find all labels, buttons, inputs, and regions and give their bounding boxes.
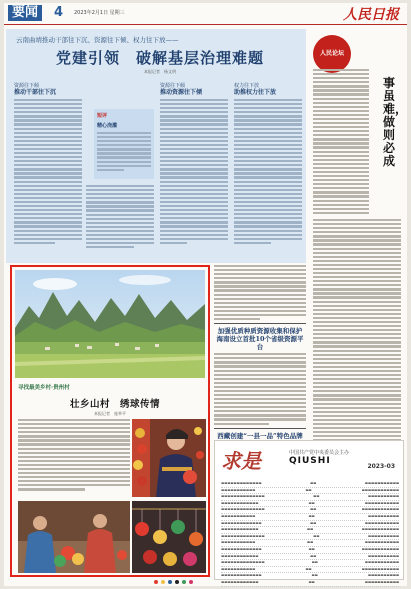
column-subhead: 助推权力往下放	[234, 89, 277, 96]
feature-byline: 本报记者 庞革平	[94, 411, 126, 416]
page-footer	[4, 578, 407, 586]
page-number: 4	[54, 5, 64, 20]
page-header	[4, 3, 407, 25]
qiushi-logo: 求是	[221, 449, 261, 473]
body-text-lines	[14, 99, 82, 244]
series-tag: 寻找最美乡村·贵州村	[18, 385, 70, 391]
top-feature-kicker: 云南曲靖推动干部往下沉、资源往下倾、权力往下放——	[16, 36, 179, 44]
ad-english-name: QIUSHI	[289, 456, 331, 466]
embroidered-balls-photo[interactable]	[132, 501, 206, 573]
mid-article[interactable]	[214, 265, 309, 440]
contents-list: ▬▬▬▬▬▬▬▬▬▬▬▬▬ ▬▬ ▬▬▬▬▬▬▬▬▬▬▬ ▬▬▬▬▬▬▬▬▬▬▬ ▬▬ ▬▬▬▬▬▬▬▬▬▬▬▬ ▬▬▬▬▬▬▬▬▬▬▬▬▬▬ ▬▬ ▬▬▬▬▬▬▬▬▬▬ ▬▬▬▬▬▬▬▬▬▬▬▬ ▬▬ ▬▬▬▬▬▬▬▬▬▬▬ ▬▬▬▬▬▬▬▬▬▬▬▬▬▬ ▬▬ ▬▬▬▬▬▬▬▬▬▬▬▬ ▬▬▬▬▬▬▬▬▬▬▬ ▬▬ ▬▬▬▬▬▬▬▬▬▬ ▬▬▬▬▬▬▬▬▬▬▬▬▬ ▬▬ ▬▬▬▬▬▬▬▬▬▬▬ ▬▬▬▬▬▬▬▬▬▬▬▬ ▬▬ ▬▬▬▬▬▬▬▬▬▬▬▬ ▬▬▬▬▬▬▬▬▬▬▬▬▬▬ ▬▬ ▬▬▬▬▬▬▬▬▬▬ ▬▬▬▬▬▬▬▬▬▬▬ ▬▬ ▬▬▬▬▬▬▬▬▬▬▬ ▬▬▬▬▬▬▬▬▬▬▬▬▬ ▬▬ ▬▬▬▬▬▬▬▬▬▬▬▬ ▬▬▬▬▬▬▬▬▬▬▬▬ ▬▬ ▬▬▬▬▬▬▬▬▬▬ ▬▬▬▬▬▬▬▬▬▬▬▬▬▬ ▬▬ ▬▬▬▬▬▬▬▬▬▬▬ ▬▬▬▬▬▬▬▬▬▬▬ ▬▬ ▬▬▬▬▬▬▬▬▬▬▬▬ ▬▬▬▬▬▬▬▬▬▬▬▬▬ ▬▬ ▬▬▬▬▬▬▬▬▬▬ ▬▬▬▬▬▬▬▬▬▬▬▬ ▬▬ ▬▬▬▬▬▬▬▬▬▬▬	[221, 481, 399, 587]
column-label: 权力往下放	[234, 83, 260, 89]
ad-issue-number: 2023-03	[367, 463, 395, 470]
qiushi-advertisement[interactable]	[214, 440, 404, 584]
text-column	[86, 185, 154, 250]
article-text	[214, 353, 306, 425]
mid-article-headline: 加强优质种质资源收集和保护 海南设立首批10个省级资源平台	[216, 327, 309, 352]
callout-title: 精心浇灌	[97, 123, 118, 129]
highlighted-feature-article[interactable]	[10, 265, 210, 577]
column-logo: 人民论坛	[313, 35, 351, 73]
callout-box	[94, 109, 154, 179]
embroidery-woman-photo[interactable]	[132, 419, 206, 497]
color-registration-marks	[154, 580, 193, 584]
top-feature-byline: 本报记者 杨文明	[144, 69, 176, 74]
feature-text	[18, 419, 130, 492]
callout-text	[97, 132, 151, 171]
text-column	[14, 83, 82, 246]
masthead-logo: 人民日报	[343, 7, 399, 23]
section-label: 要闻	[8, 5, 42, 21]
column-label: 资源往下倾	[14, 83, 40, 89]
top-feature-article[interactable]	[6, 29, 306, 263]
issue-date: 2023年2月1日 星期三	[74, 10, 125, 16]
text-column	[160, 83, 228, 246]
column-subhead: 推动资源往下倾	[160, 89, 203, 96]
ad-subtitle: 中国共产党中央委员会主办	[289, 450, 350, 456]
body-text-lines	[234, 99, 302, 244]
craft-workers-photo[interactable]	[18, 501, 130, 573]
commentary-text-top	[313, 69, 369, 216]
newspaper-page	[4, 3, 407, 586]
top-feature-headline: 党建引领 破解基层治理难题	[56, 49, 265, 67]
landscape-photo[interactable]	[15, 270, 205, 378]
callout-tag: 短评	[97, 113, 108, 119]
column-subhead: 推动干部往下沉	[14, 89, 57, 96]
commentary-headline: 事虽难，做则必成	[383, 76, 408, 168]
body-text-lines	[160, 99, 228, 244]
article-text	[214, 265, 306, 320]
text-column	[234, 83, 302, 246]
column-label: 资源往下倾	[160, 83, 186, 89]
bottom-headline: 西藏创建“一县一品”特色品牌	[217, 431, 303, 440]
feature-headline: 壮乡山村 绣球传情	[70, 399, 161, 410]
body-text-lines	[86, 185, 154, 248]
